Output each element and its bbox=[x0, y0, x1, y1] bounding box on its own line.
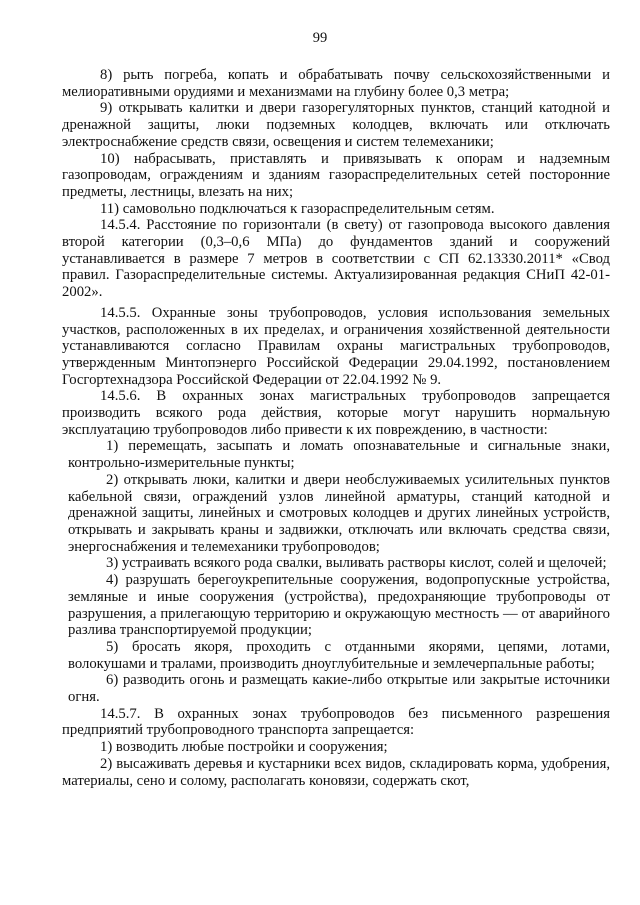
list-item-6: 6) разводить огонь и размещать какие-либо открытые или закрытые источники огня. bbox=[68, 672, 610, 706]
paragraph-item-8: 8) рыть погреба, копать и обрабатывать почву сельскохозяйственными и мелиоративными орудиями и механизмами на глубину более 0,3 метра; bbox=[62, 67, 610, 100]
paragraph-14-5-5: 14.5.5. Охранные зоны трубопроводов, условия использования земельных участков, расположенных в их пределах, и ограничения хозяйственной деятельности устанавливаются согласно Правилам охраны магистральных трубопроводов, утвержденным Минтопэнерго Российской Федерации 29.04.1992, постановлением Госгортехнадзора Российской Федерации от 22.04.1992 № 9. bbox=[62, 304, 610, 388]
list-item-3: 3) устраивать всякого рода свалки, выливать растворы кислот, солей и щелочей; bbox=[106, 555, 607, 572]
list-item-4: 4) разрушать берегоукрепительные сооружения, водопропускные устройства, земляные и иные сооружения (устройства), предохраняющие трубопроводы от разрушения, а прилегающую территорию и окружающую местность — от аварийного разлива транспортируемой продукции; bbox=[68, 572, 610, 639]
paragraph-item-10: 10) набрасывать, приставлять и привязывать к опорам и надземным газопроводам, ограждениям и зданиям газораспределительных сетей посторонние предметы, лестницы, влезать на них; bbox=[62, 150, 610, 200]
paragraph-14-5-4: 14.5.4. Расстояние по горизонтали (в свету) от газопровода высокого давления второй категории (0,3–0,6 МПа) до фундаментов зданий и сооружений устанавливается в размере 7 метров в соответствии с СП 62.13330.2011* «Свод правил. Газораспределительные системы. Актуализированная редакция СНиП 42-01-2002». bbox=[62, 217, 610, 301]
paragraph-item-9: 9) открывать калитки и двери газорегуляторных пунктов, станций катодной и дренажной защиты, люки подземных колодцев, включать или отключать электроснабжение средств связи, освещения и систем телемеханики; bbox=[62, 100, 610, 150]
paragraph-item-11: 11) самовольно подключаться к газораспределительным сетям. bbox=[100, 200, 495, 217]
document-body bbox=[62, 67, 610, 789]
list-item-5: 5) бросать якоря, проходить с отданными якорями, цепями, лотами, волокушами и тралами, производить дноуглубительные и землечерпальные работы; bbox=[68, 638, 610, 672]
list-item-2: 2) открывать люки, калитки и двери необслуживаемых усилительных пунктов кабельной связи, ограждений узлов линейной арматуры, станций катодной и дренажной защиты, линейных и смотровых колодцев и других линейных устройств, открывать и закрывать краны и задвижки, отключать или включать средства связи, энергоснабжения и телемеханики трубопроводов; bbox=[68, 471, 610, 555]
list-item-7-1: 1) возводить любые постройки и сооружения; bbox=[100, 739, 388, 756]
page-number: 99 bbox=[312, 30, 328, 46]
list-item-7-2: 2) высаживать деревья и кустарники всех видов, складировать корма, удобрения, материалы, сено и солому, располагать коновязи, содержать скот, bbox=[62, 755, 610, 789]
list-item-1: 1) перемещать, засыпать и ломать опознавательные и сигнальные знаки, контрольно-измерительные пункты; bbox=[68, 438, 610, 472]
paragraph-14-5-6: 14.5.6. В охранных зонах магистральных трубопроводов запрещается производить всякого рода действия, которые могут нарушить нормальную эксплуатацию трубопроводов либо привести к их повреждению, в частности: bbox=[62, 388, 610, 438]
paragraph-14-5-7: 14.5.7. В охранных зонах трубопроводов без письменного разрешения предприятий трубопроводного транспорта запрещается: bbox=[62, 705, 610, 739]
